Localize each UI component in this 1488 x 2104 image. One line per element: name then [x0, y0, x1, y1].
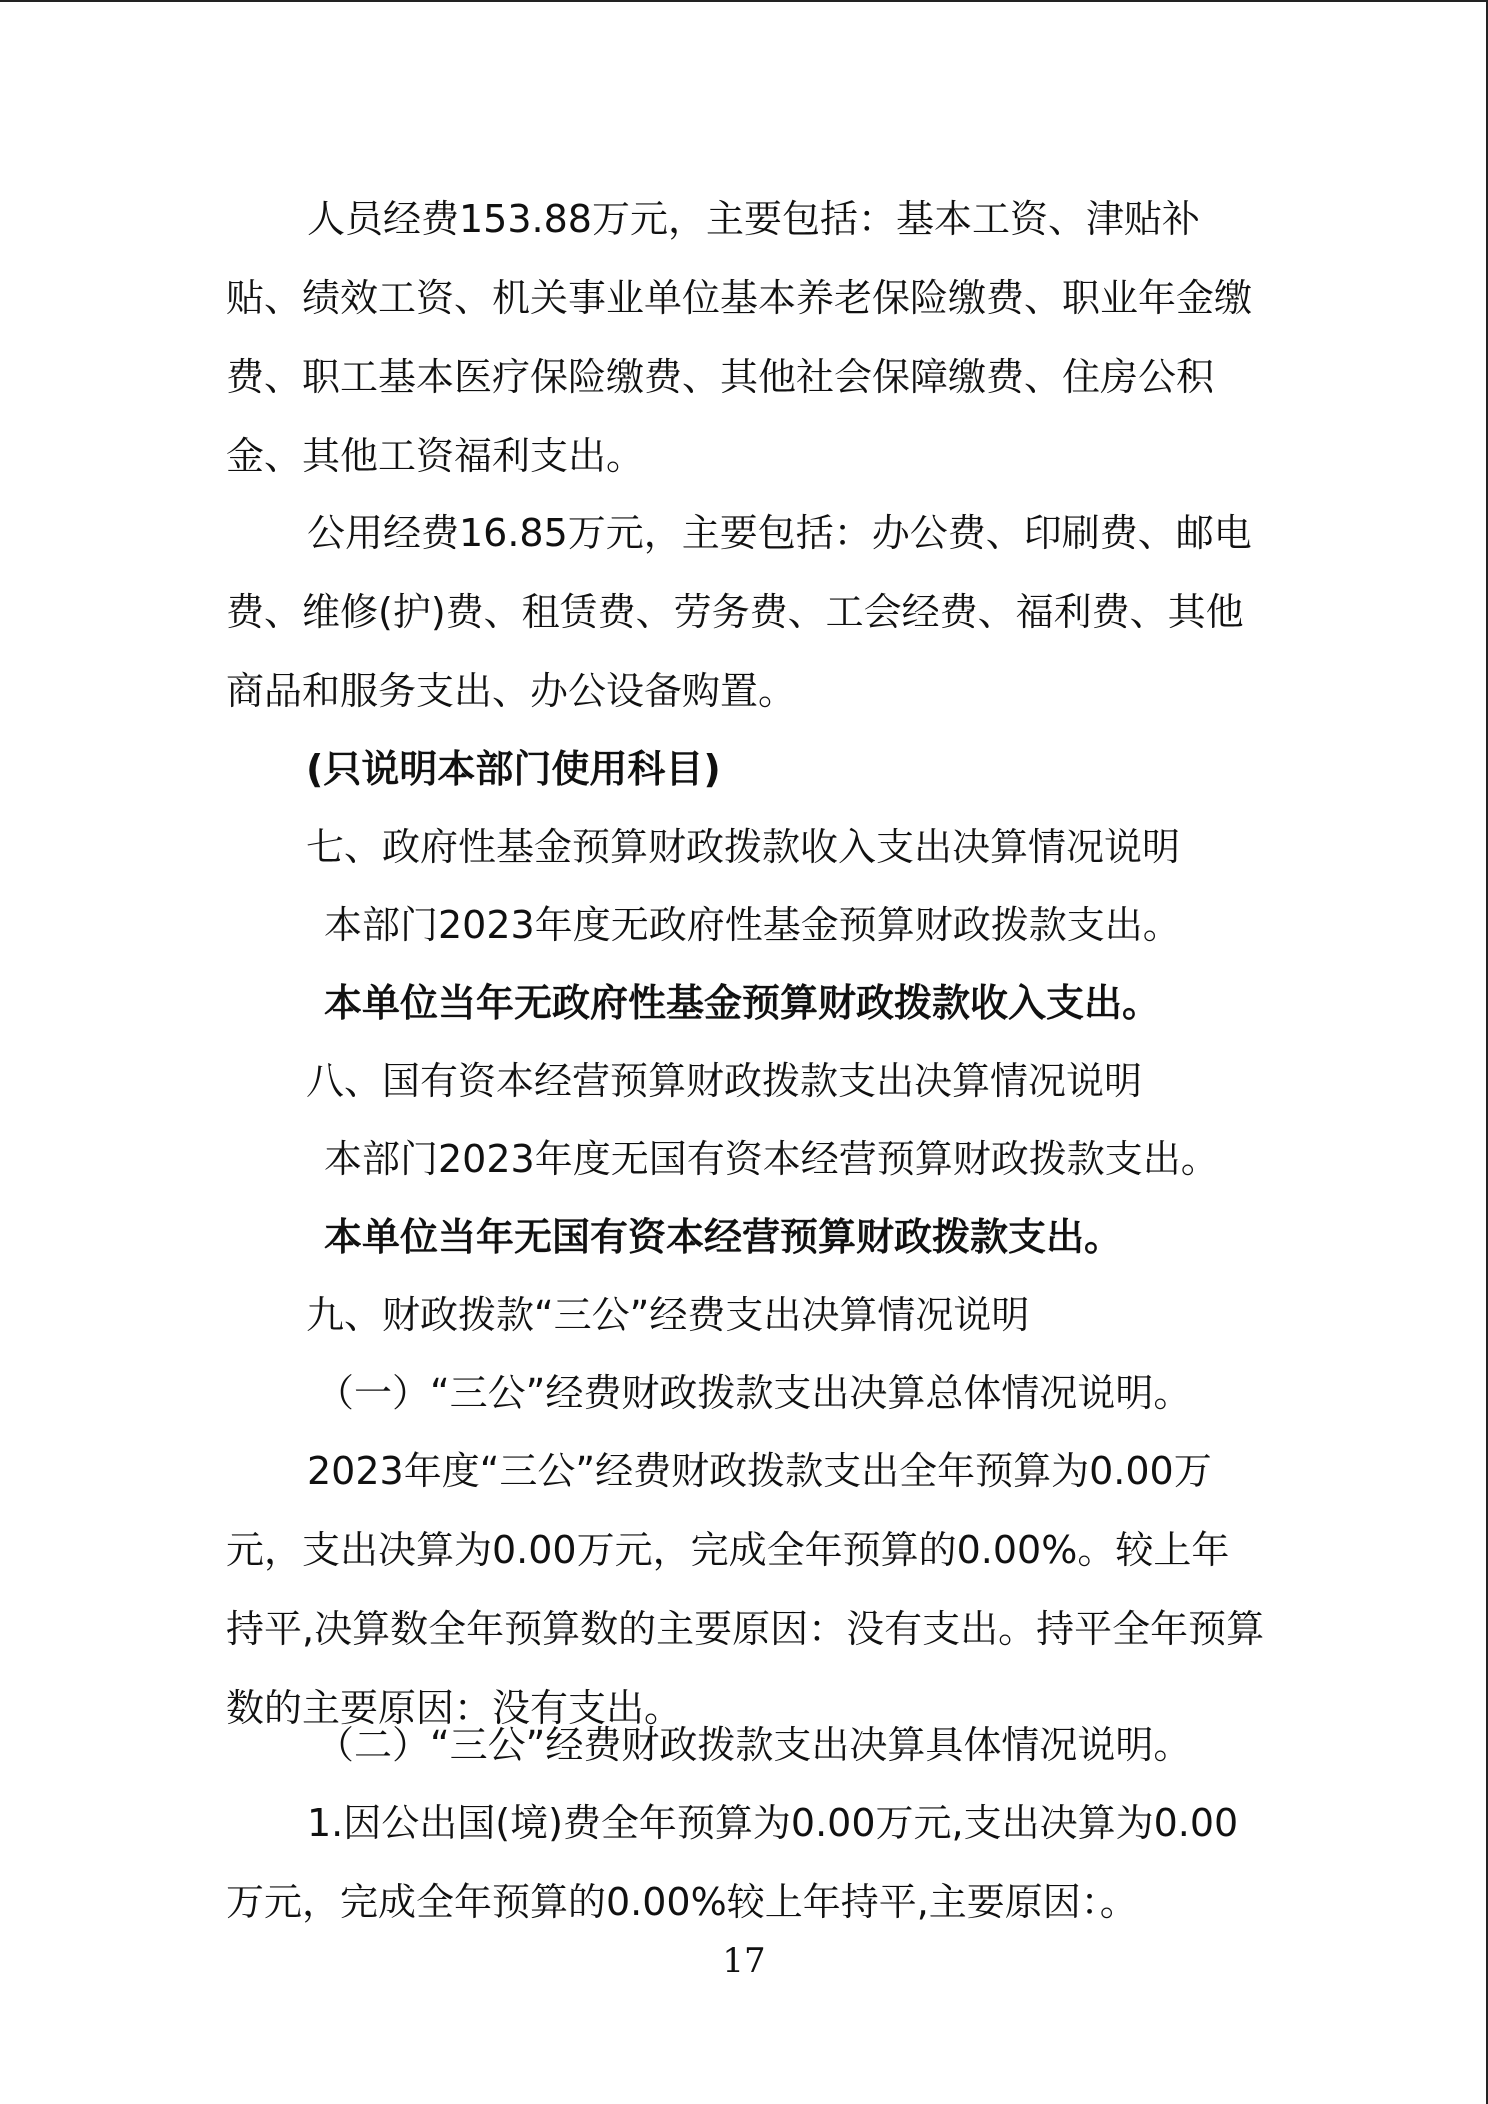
- public-expense-paragraph: 公用经费16.85万元，主要包括：办公费、印刷费、邮电费、维修(护)费、租赁费、劳务费、工会经费、福利费、其他商品和服务支出、办公设备购置。: [226, 511, 1252, 713]
- subsection-2-heading: （二）“三公”经费财政拨款支出决算具体情况说明。: [316, 1723, 1192, 1767]
- subsection-1-heading: （一）“三公”经费财政拨款支出决算总体情况说明。: [316, 1371, 1192, 1415]
- top-border: [0, 0, 1488, 2]
- section-8-heading: 八、国有资本经营预算财政拨款支出决算情况说明: [306, 1059, 1143, 1103]
- section-7-text: 本部门2023年度无政府性基金预算财政拨款支出。: [324, 903, 1181, 947]
- page-number: 17: [722, 1941, 766, 1981]
- personnel-expense-paragraph: 人员经费153.88万元，主要包括：基本工资、津贴补贴、绩效工资、机关事业单位基本养老保险缴费、职业年金缴费、职工基本医疗保险缴费、其他社会保障缴费、住房公积金、其他工资福利支出。: [226, 197, 1253, 478]
- subsection-1-paragraph: 2023年度“三公”经费财政拨款支出全年预算为0.00万元，支出决算为0.00万元，完成全年预算的0.00%。较上年持平,决算数全年预算数的主要原因：没有支出。持平全年预算数的主要原因：没有支出。: [226, 1449, 1265, 1730]
- item-1-paragraph: 1.因公出国(境)费全年预算为0.00万元,支出决算为0.00万元，完成全年预算的0.00%较上年持平,主要原因：。: [226, 1801, 1239, 1924]
- section-8-text: 本部门2023年度无国有资本经营预算财政拨款支出。: [324, 1137, 1219, 1181]
- section-9-heading: 九、财政拨款“三公”经费支出决算情况说明: [306, 1293, 1030, 1337]
- section-8-bold-statement: 本单位当年无国有资本经营预算财政拨款支出。: [324, 1215, 1123, 1259]
- section-7-bold-statement: 本单位当年无政府性基金预算财政拨款收入支出。: [324, 981, 1161, 1025]
- scope-note: (只说明本部门使用科目): [306, 747, 721, 791]
- section-7-heading: 七、政府性基金预算财政拨款收入支出决算情况说明: [306, 825, 1181, 869]
